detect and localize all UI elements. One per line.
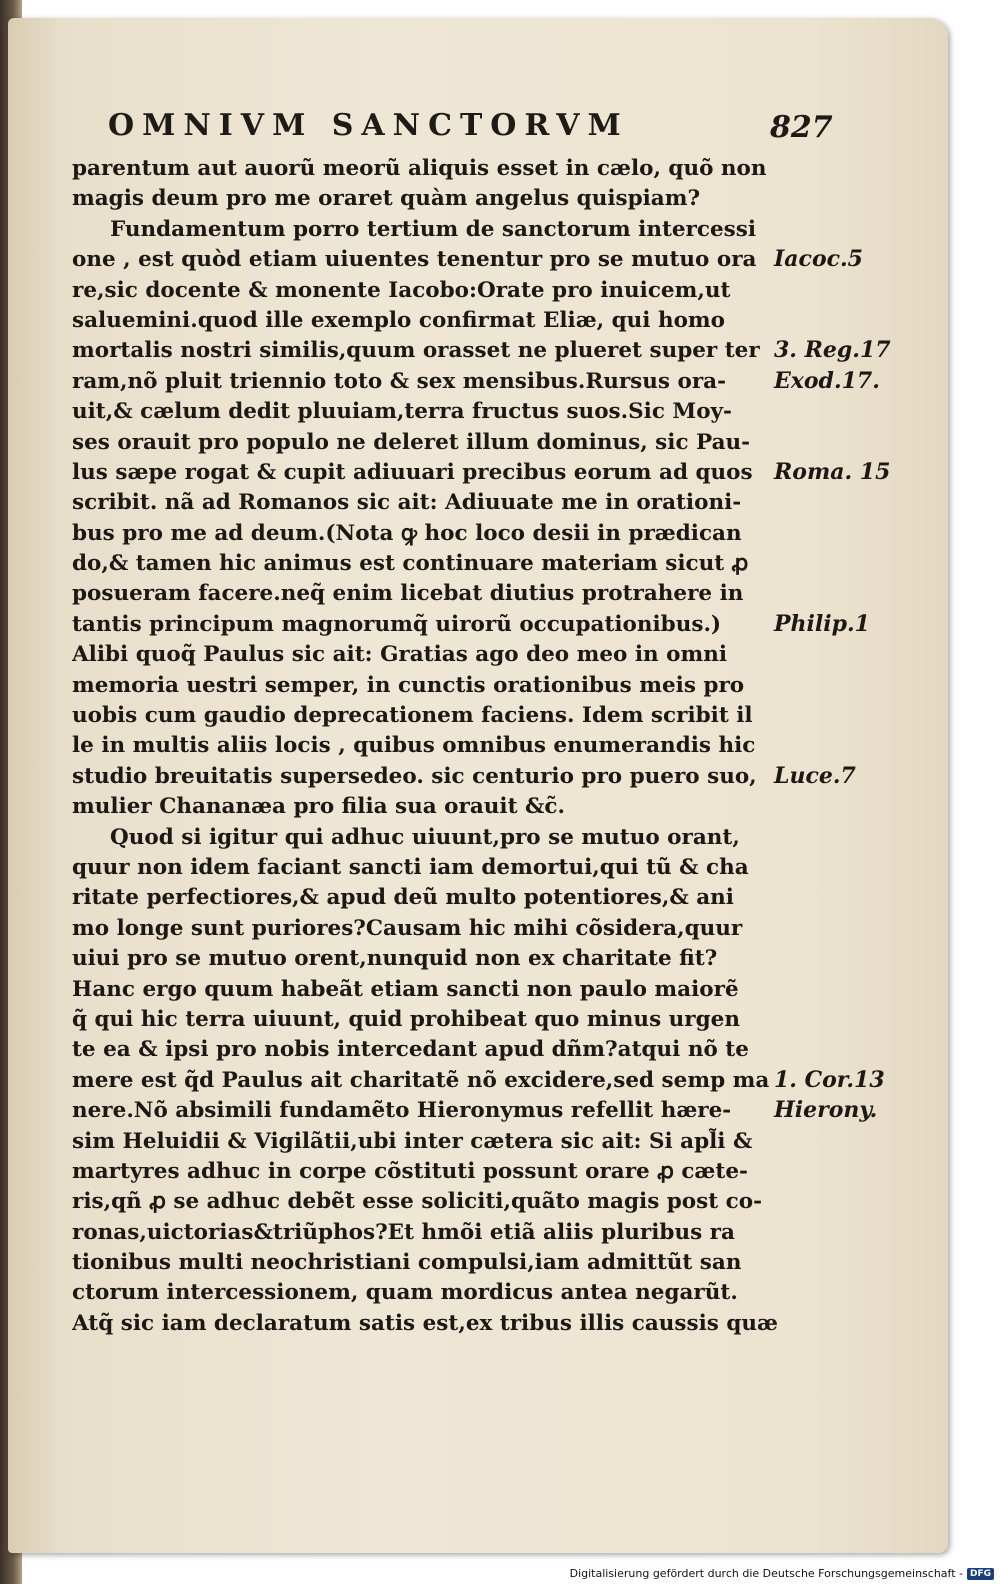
body-text (72, 154, 782, 1339)
text-line: Fundamentum porro tertium de sanctorum intercessi (110, 216, 757, 242)
text-line: nere.Nõ absimili fundamẽto Hieronymus refellit hære- (72, 1098, 732, 1124)
text-line: uobis cum gaudio deprecationem faciens. Idem scribit il (72, 703, 753, 729)
margin-note: 1. Cor.13 (774, 1067, 885, 1093)
margin-note: 3. Reg.17 (774, 337, 891, 364)
text-line: re,sic docente & monente Iacobo:Orate pro inuicem,ut (72, 277, 731, 303)
text-line: ses orauit pro populo ne deleret illum dominus, sic Pau- (72, 429, 751, 455)
text-line: q̃ qui hic terra uiuunt, quid prohibeat quo minus urgen (72, 1006, 740, 1032)
text-line: quur non idem faciant sancti iam demortui,qui tũ & cha (72, 854, 749, 880)
margin-note: Hierony. (774, 1097, 878, 1124)
text-line: ctorum intercessionem, quam mordicus antea negarũt. (72, 1280, 738, 1306)
text-line: scribit. nã ad Romanos sic ait: Adiuuate me in orationi- (72, 490, 742, 516)
text-line: bus pro me ad deum.(Nota ꝙ hoc loco desii in prædican (72, 520, 742, 546)
text-line: mo longe sunt puriores?Causam hic mihi cõsidera,quur (72, 915, 743, 941)
text-line: Atq̃ sic iam declaratum satis est,ex tribus illis caussis quæ (72, 1310, 778, 1336)
text-line: mortalis nostri similis,quum orasset ne plueret super ter (72, 338, 760, 364)
text-line: uit,& cælum dedit pluuiam,terra fructus suos.Sic Moy- (72, 399, 732, 425)
text-line: magis deum pro me oraret quàm angelus quispiam? (72, 186, 701, 212)
margin-note: Exod.17. (774, 367, 880, 394)
text-line: ritate perfectiores,& apud deũ multo potentiores,& ani (72, 885, 734, 911)
dfg-logo[interactable]: DFG (967, 1568, 994, 1580)
text-line: mulier Chananæa pro filia sua orauit &c̃. (72, 794, 565, 820)
credit-text: Digitalisierung gefördert durch die Deutsche Forschungsgemeinschaft - (569, 1567, 963, 1580)
text-line: studio breuitatis supersedeo. sic centurio pro puero suo, (72, 763, 757, 789)
text-line: Quod si igitur qui adhuc uiuunt,pro se mutuo orant, (110, 824, 740, 850)
text-line: sim Heluidii & Vigilãtii,ubi inter cætera sic ait: Si apl̃i & (72, 1128, 753, 1154)
text-line: saluemini.quod ille exemplo confirmat Eliæ, qui homo (72, 307, 726, 333)
text-line: posueram facere.neq̃ enim licebat diutius protrahere in (72, 581, 744, 607)
text-line: martyres adhuc in corpe cõstituti possunt orare ꝓ cæte- (72, 1158, 748, 1184)
text-line: Hanc ergo quum habeãt etiam sancti non paulo maiorẽ (72, 976, 739, 1002)
text-line: ram,nõ pluit triennio toto & sex mensibus.Rursus ora- (72, 368, 726, 394)
margin-note: Luce.7 (774, 763, 856, 789)
text-line: Alibi quoq̃ Paulus sic ait: Gratias ago deo meo in omni (72, 642, 728, 668)
running-title: OMNIVM SANCTORVM (108, 108, 629, 143)
text-line: tionibus multi neochristiani compulsi,iam admittũt san (72, 1250, 742, 1276)
text-line: te ea & ipsi pro nobis intercedant apud dñm?atqui nõ te (72, 1037, 749, 1063)
text-line: le in multis aliis locis , quibus omnibus enumerandis hic (72, 733, 756, 759)
text-line: mere est q̃d Paulus ait charitatẽ nõ excidere,sed semp ma (72, 1067, 770, 1093)
text-line: memoria uestri semper, in cunctis orationibus meis pro (72, 672, 745, 698)
text-line: uiui pro se mutuo orent,nunquid non ex charitate fit? (72, 946, 718, 972)
text-line: ris,qñ ꝓ se adhuc debẽt esse soliciti,quãto magis post co- (72, 1189, 763, 1215)
text-line: one , est quòd etiam uiuentes tenentur pro se mutuo ora (72, 247, 757, 273)
text-line: ronas,uictorias&triũphos?Et hmõi etiã aliis pluribus ra (72, 1219, 735, 1245)
margin-note: Roma. 15 (774, 459, 891, 485)
text-line: parentum aut auorũ meorũ aliquis esset in cælo, quõ non (72, 156, 767, 181)
page-number: 827 (770, 110, 833, 145)
digitization-credit (570, 1567, 994, 1580)
text-line: lus sæpe rogat & cupit adiuuari precibus eorum ad quos (72, 459, 753, 485)
margin-note: Philip.1 (774, 611, 870, 637)
text-line: tantis principum magnorumq̃ uirorũ occupationibus.) (72, 611, 722, 637)
text-line: do,& tamen hic animus est continuare materiam sicut ꝓ (72, 551, 749, 577)
margin-note: Iacoc.5 (774, 246, 863, 273)
